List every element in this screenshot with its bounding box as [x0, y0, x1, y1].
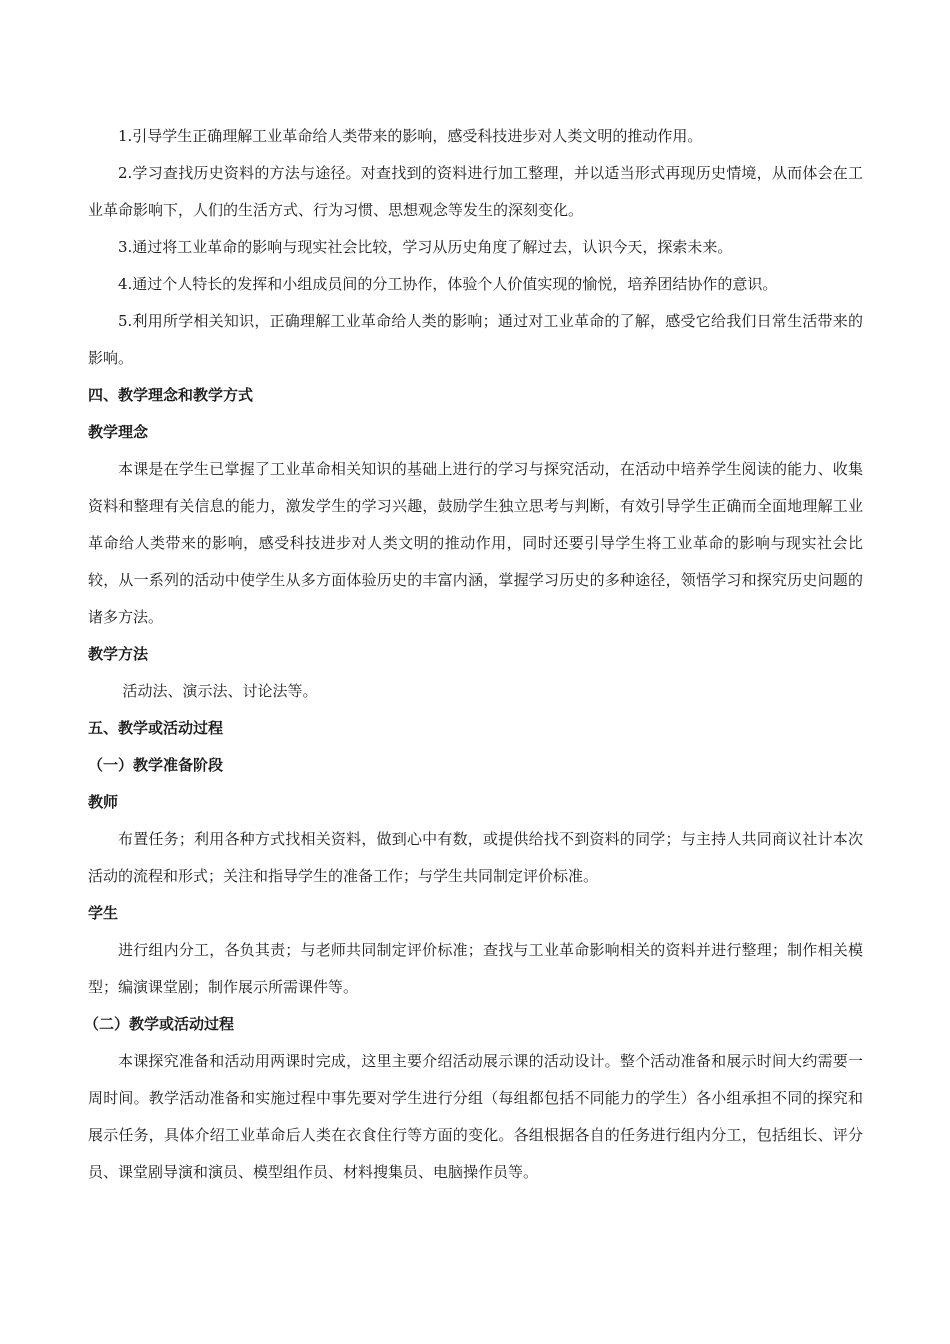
student-text: 进行组内分工，各负其责；与老师共同制定评价标准；查找与工业革命影响相关的资料并进行整理；制作相关模型；编演课堂剧；制作展示所需课件等。 — [88, 941, 863, 996]
method-heading: 教学方法 — [88, 645, 149, 663]
goal-item-3: 3.通过将工业革命的影响与现实社会比较，学习从历史角度了解过去，认识今天，探索未来。 — [118, 238, 733, 256]
section-5-title: 五、教学或活动过程 — [88, 719, 224, 737]
teacher-text: 布置任务；利用各种方式找相关资料，做到心中有数，或提供给找不到资料的同学；与主持人共同商议社计本次活动的流程和形式；关注和指导学生的准备工作；与学生共同制定评价标准。 — [88, 830, 863, 885]
goal-item-5: 5.利用所学相关知识，正确理解工业革命给人类的影响；通过对工业革命的了解，感受它给我们日常生活带来的影响。 — [88, 312, 863, 367]
goal-item-2: 2.学习查找历史资料的方法与途径。对查找到的资料进行加工整理，并以适当形式再现历史情境，从而体会在工业革命影响下，人们的生活方式、行为习惯、思想观念等发生的深刻变化。 — [88, 164, 863, 219]
document-page — [84, 118, 863, 1191]
part-2-text: 本课探究准备和活动用两课时完成，这里主要介绍活动展示课的活动设计。整个活动准备和展示时间大约需要一周时间。教学活动准备和实施过程中事先要对学生进行分组（每组都包括不同能力的学生）各小组承担不同的探究和展示任务，具体介绍工业革命后人类在衣食住行等方面的变化。各组根据各自的任务进行组内分工，包括组长、评分员、课堂剧导演和演员、模型组作员、材料搜集员、电脑操作员等。 — [88, 1052, 863, 1181]
method-text: 活动法、演示法、讨论法等。 — [122, 682, 318, 700]
teacher-heading: 教师 — [88, 793, 119, 811]
goal-item-4: 4.通过个人特长的发挥和小组成员间的分工协作，体验个人价值实现的愉悦，培养团结协作的意识。 — [118, 275, 778, 293]
goal-item-1: 1.引导学生正确理解工业革命给人类带来的影响，感受科技进步对人类文明的推动作用。 — [118, 127, 703, 145]
student-heading: 学生 — [88, 904, 119, 922]
philosophy-text: 本课是在学生已掌握了工业革命相关知识的基础上进行的学习与探究活动，在活动中培养学生阅读的能力、收集资料和整理有关信息的能力，激发学生的学习兴趣，鼓励学生独立思考与判断，有效引导学生正确而全面地理解工业革命给人类带来的影响，感受科技进步对人类文明的推动作用，同时还要引导学生将工业革命的影响与现实社会比较，从一系列的活动中使学生从多方面体验历史的丰富内涵，掌握学习历史的多种途径，领悟学习和探究历史问题的诸多方法。 — [88, 460, 863, 626]
philosophy-heading: 教学理念 — [88, 423, 149, 441]
part-1-heading: （一）教学准备阶段 — [88, 756, 224, 774]
part-2-heading: （二）教学或活动过程 — [84, 1015, 235, 1033]
section-4-title: 四、教学理念和教学方式 — [88, 386, 254, 404]
